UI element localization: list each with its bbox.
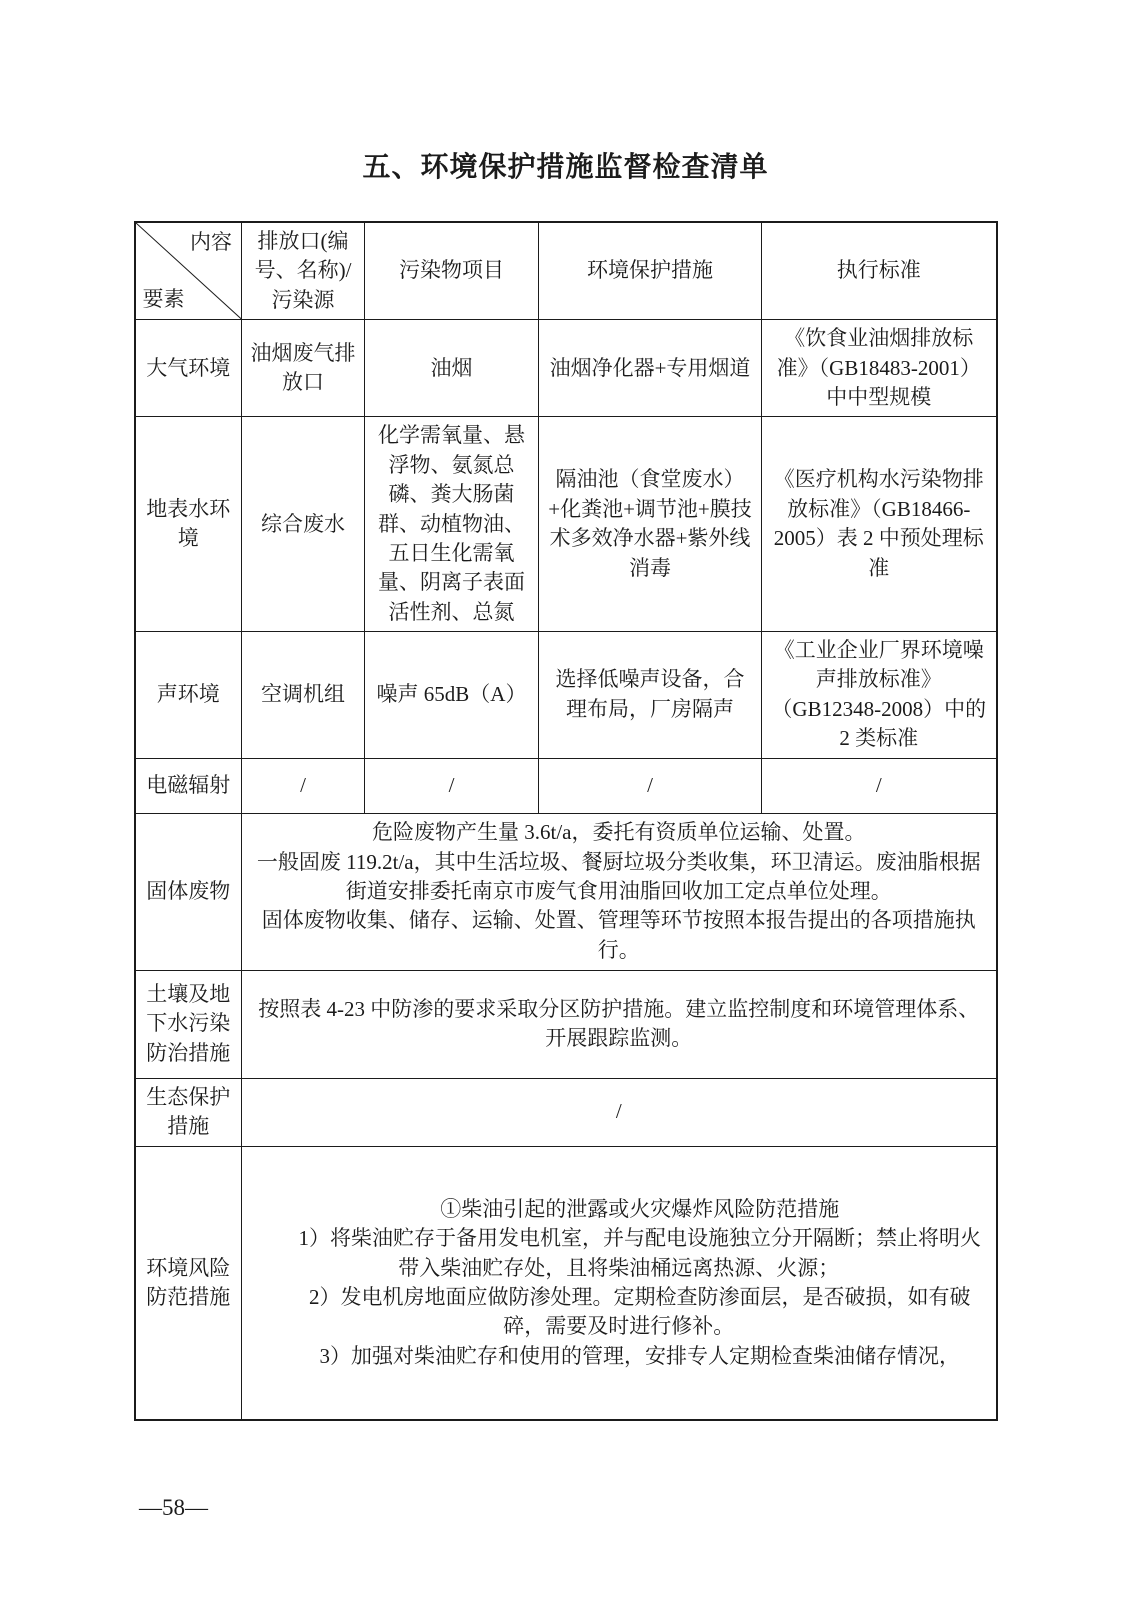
table-row-noise [135,632,997,759]
outlet-cell: / [242,758,365,813]
table-row-surface-water [135,417,997,632]
paragraph: 2）发电机房地面应做防渗处理。定期检查防渗面层，是否破损，如有破碎，需要及时进行修补。 [309,1284,971,1339]
measure-cell: / [539,758,762,813]
risk-detail-cell [242,1146,997,1420]
measure-cell: 油烟净化器+专用烟道 [539,320,762,417]
outlet-cell: 综合废水 [242,417,365,632]
standard-cell: 《饮食业油烟排放标准》（GB18483-2001）中中型规模 [762,320,997,417]
table-row-environmental-risk [135,1146,997,1420]
solid-waste-detail-cell [242,813,997,970]
header-corner-factor-label: 要素 [142,286,185,311]
header-corner-cell [135,222,242,320]
paragraph: 固体废物收集、储存、运输、处置、管理等环节按照本报告提出的各项措施执行。 [261,908,976,962]
page-title: 五、环境保护措施监督检查清单 [362,151,769,182]
outlet-cell: 空调机组 [242,632,365,759]
factor-cell: 电磁辐射 [135,758,242,813]
factor-cell: 环境风险防范措施 [135,1146,242,1420]
factor-cell: 声环境 [135,632,242,759]
table-row-soil-groundwater [135,970,997,1078]
table-row-electromagnetic [135,758,997,813]
column-header-measure: 环境保护措施 [539,222,762,320]
paragraph: 一般固废 119.2t/a，其中生活垃圾、餐厨垃圾分类收集，环卫清运。废油脂根据街道安排委托南京市废气食用油脂回收加工定点单位处理。 [256,849,981,903]
pollutant-cell: 噪声 65dB（A） [365,632,539,759]
column-header-standard: 执行标准 [762,222,997,320]
factor-cell: 生态保护措施 [135,1078,242,1146]
pollutant-cell: 油烟 [365,320,539,417]
factor-cell: 大气环境 [135,320,242,417]
standard-cell: 《工业企业厂界环境噪声排放标准》（GB12348-2008）中的 2 类标准 [762,632,997,759]
factor-cell: 固体废物 [135,813,242,970]
column-header-outlet: 排放口(编号、名称)/污染源 [242,222,365,320]
paragraph: 1）将柴油贮存于备用发电机室，并与配电设施独立分开隔断；禁止将明火带入柴油贮存处，且将柴油桶远离热源、火源； [298,1226,981,1280]
factor-cell: 地表水环境 [135,417,242,632]
table-header-row [135,222,997,320]
header-corner-content-label: 内容 [190,230,232,254]
column-header-pollutant: 污染物项目 [365,222,539,320]
measure-cell: 隔油池（食堂废水）+化粪池+调节池+膜技术多效净水器+紫外线消毒 [539,417,762,632]
pollutant-cell: 化学需氧量、悬浮物、氨氮总磷、粪大肠菌群、动植物油、五日生化需氧量、阴离子表面活性剂、总氮 [365,417,539,632]
paragraph: 危险废物产生量 3.6t/a，委托有资质单位运输、处置。 [372,820,866,845]
table-row-air [135,320,997,417]
ecology-detail-cell: / [242,1078,997,1146]
pollutant-cell: / [365,758,539,813]
page-number: —58— [139,1495,208,1520]
outlet-cell: 油烟废气排放口 [242,320,365,417]
paragraph: 3）加强对柴油贮存和使用的管理，安排专人定期检查柴油储存情况， [319,1343,960,1368]
measure-cell: 选择低噪声设备，合理布局，厂房隔声 [539,632,762,759]
standard-cell: / [762,758,997,813]
table-row-ecology [135,1078,997,1146]
standard-cell: 《医疗机构水污染物排放标准》（GB18466-2005）表 2 中预处理标准 [762,417,997,632]
soil-groundwater-detail-cell: 按照表 4-23 中防渗的要求采取分区防护措施。建立监控制度和环境管理体系、开展跟踪监测。 [242,970,997,1078]
factor-cell: 土壤及地下水污染防治措施 [135,970,242,1078]
table-row-solid-waste [135,813,997,970]
paragraph: ①柴油引起的泄露或火灾爆炸风险防范措施 [440,1196,840,1221]
checklist-table [134,221,998,1421]
